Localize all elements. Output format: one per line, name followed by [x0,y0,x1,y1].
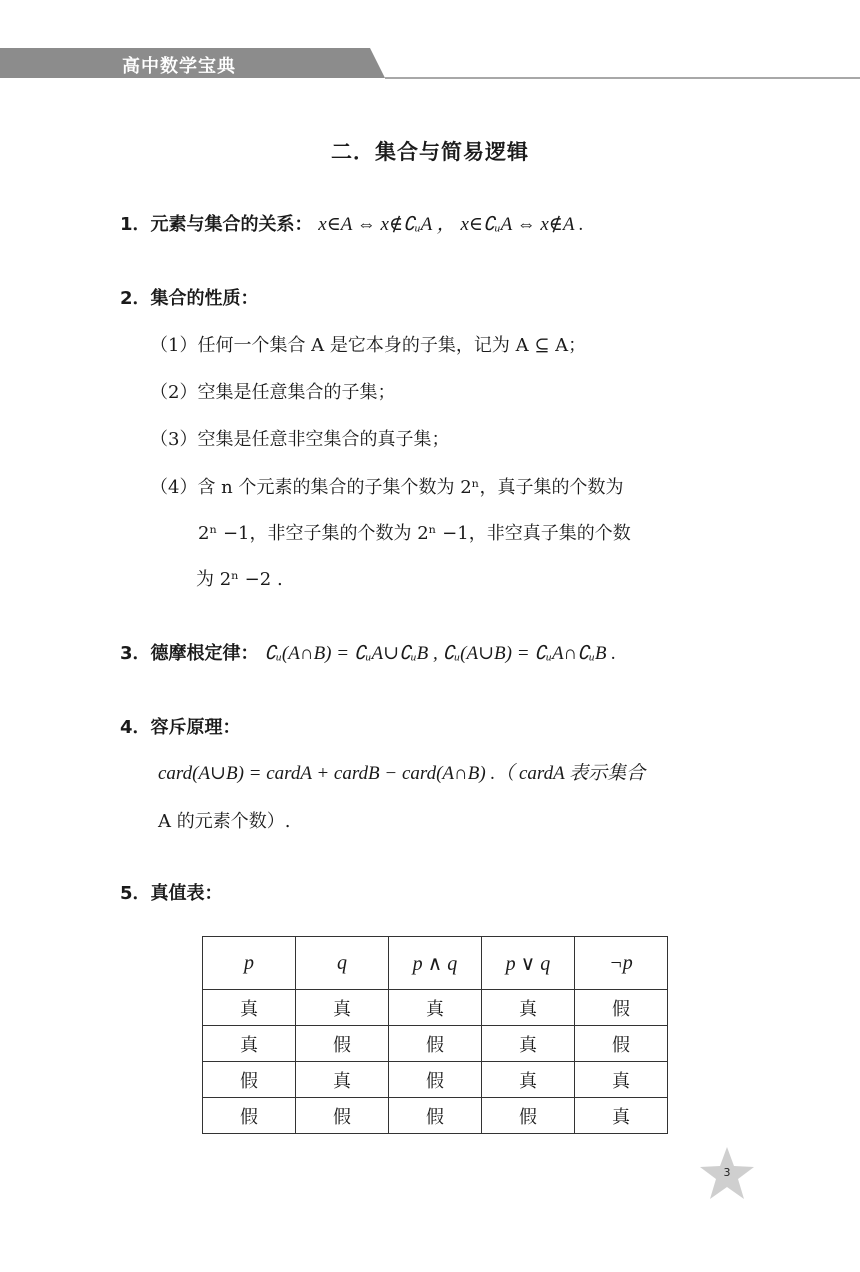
table-cell: 假 [575,990,668,1026]
table-cell: 假 [389,1098,482,1134]
section-2-item: 2ⁿ −1，非空子集的个数为 2ⁿ −1，非空真子集的个数 [198,523,631,544]
table-row [203,1062,668,1098]
table-cell: 假 [203,1098,296,1134]
section-4-heading: 4．容斥原理： [120,717,241,738]
section-2-item: （1）任何一个集合 A 是它本身的子集，记为 A ⊆ A； [150,335,587,356]
table-header-cell: p [203,937,296,990]
table-row [203,1098,668,1134]
table-cell: 真 [482,1062,575,1098]
page-title: 二．集合与简易逻辑 [331,140,529,164]
page-number: 3 [723,1166,731,1179]
truth-table [202,936,668,1134]
section-2-item: 为 2ⁿ −2 . [196,569,283,590]
table-header-cell: q [296,937,389,990]
section-3-heading: 3．德摩根定律： [120,643,259,664]
table-cell: 假 [389,1026,482,1062]
book-title: 高中数学宝典 [122,56,236,77]
table-header-cell: p ∨ q [482,937,575,990]
table-header-row [203,937,668,990]
table-cell: 假 [389,1062,482,1098]
section-4-formula-cont: A 的元素个数）. [158,811,291,832]
section-3 [120,641,616,667]
table-cell: 真 [389,990,482,1026]
table-cell: 假 [203,1062,296,1098]
table-cell: 假 [296,1098,389,1134]
section-1-formula: x∈A ⇔ x∉∁ᵤA ， x∈∁ᵤA ⇔ x∉A . [318,214,584,235]
table-cell: 真 [575,1098,668,1134]
table-cell: 真 [482,1026,575,1062]
section-3-formula: ∁ᵤ(A∩B) = ∁ᵤA∪∁ᵤB , ∁ᵤ(A∪B) = ∁ᵤA∩∁ᵤB . [264,643,617,664]
section-2-item: （2）空集是任意集合的子集； [150,382,396,403]
section-5-heading: 5．真值表： [120,883,223,904]
table-header-cell: p ∧ q [389,937,482,990]
section-2-item: （3）空集是任意非空集合的真子集； [150,429,450,450]
table-cell: 真 [203,1026,296,1062]
table-cell: 真 [482,990,575,1026]
table-row [203,990,668,1026]
table-header-cell: ¬p [575,937,668,990]
table-cell: 真 [296,1062,389,1098]
section-2-heading: 2．集合的性质： [120,288,259,309]
table-cell: 假 [482,1098,575,1134]
section-1-heading: 1．元素与集合的关系： [120,214,313,235]
table-cell: 假 [575,1026,668,1062]
section-4-formula: card(A∪B) = cardA + cardB − card(A∩B) .（ cardA 表示集合 [158,763,646,784]
table-cell: 假 [296,1026,389,1062]
table-row [203,1026,668,1062]
section-1 [120,212,584,238]
section-2-item: （4）含 n 个元素的集合的子集个数为 2ⁿ，真子集的个数为 [150,477,624,498]
table-cell: 真 [575,1062,668,1098]
table-cell: 真 [296,990,389,1026]
table-cell: 真 [203,990,296,1026]
